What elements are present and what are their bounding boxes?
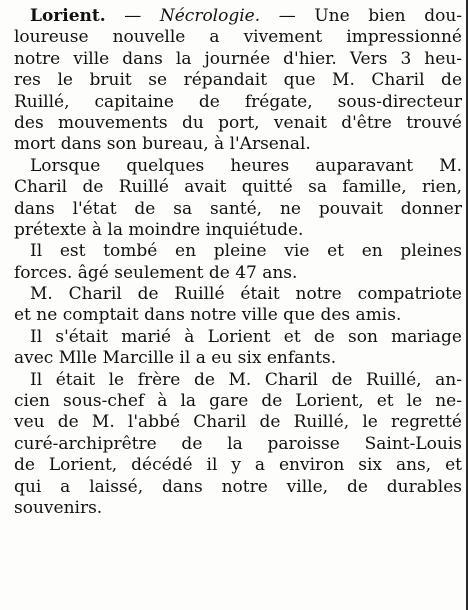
article-line: Il s'était marié à Lorient et de son mariage — [30, 326, 462, 347]
article-line: Ruillé, capitaine de frégate, sous-directeur — [14, 91, 462, 112]
article-text: Une bien dou- — [314, 6, 462, 26]
article-line: Il était le frère de M. Charil de Ruillé, an- — [30, 369, 462, 390]
separator: — — [260, 6, 315, 26]
article-line: souvenirs. — [14, 497, 103, 518]
article-line: loureuse nouvelle a vivement impressionné — [14, 27, 462, 48]
article-line: prétexte à la moindre inquiétude. — [14, 219, 304, 240]
article-line: de Lorient, décédé il y a environ six ans, et — [14, 455, 462, 476]
article-line: notre ville dans la journée d'hier. Vers 3 heu- — [14, 48, 462, 69]
article-line: des mouvements du port, venait d'être trouvé — [14, 112, 462, 133]
article-line: qui a laissé, dans notre ville, de durables — [14, 476, 462, 497]
article-line: res le bruit se répandait que M. Charil de — [14, 70, 462, 91]
article-place: Lorient. — [30, 6, 106, 26]
article-line: cien sous-chef à la gare de Lorient, et le ne- — [14, 391, 462, 412]
article-line: M. Charil de Ruillé était notre compatriote — [30, 284, 462, 305]
article-line: forces. âgé seulement de 47 ans. — [14, 262, 298, 283]
article-section: Nécrologie. — [159, 6, 261, 26]
article-line: veu de M. l'abbé Charil de Ruillé, le regretté — [14, 412, 462, 433]
separator: — — [105, 6, 160, 26]
article-line: Il est tombé en pleine vie et en pleines — [30, 241, 462, 262]
article-line: dans l'état de sa santé, ne pouvait donner — [14, 198, 462, 219]
article-line: Lorsque quelques heures auparavant M. — [30, 155, 462, 176]
article-line-1 — [14, 6, 462, 27]
article-line: avec Mlle Marcille il a eu six enfants. — [14, 348, 337, 369]
article-column — [14, 6, 462, 519]
article-line: mort dans son bureau, à l'Arsenal. — [14, 134, 311, 155]
article-line: Charil de Ruillé avait quitté sa famille, rien, — [14, 177, 462, 198]
article-line: curé-archiprêtre de la paroisse Saint-Louis — [14, 433, 462, 454]
article-line: et ne comptait dans notre ville que des amis. — [14, 305, 402, 326]
